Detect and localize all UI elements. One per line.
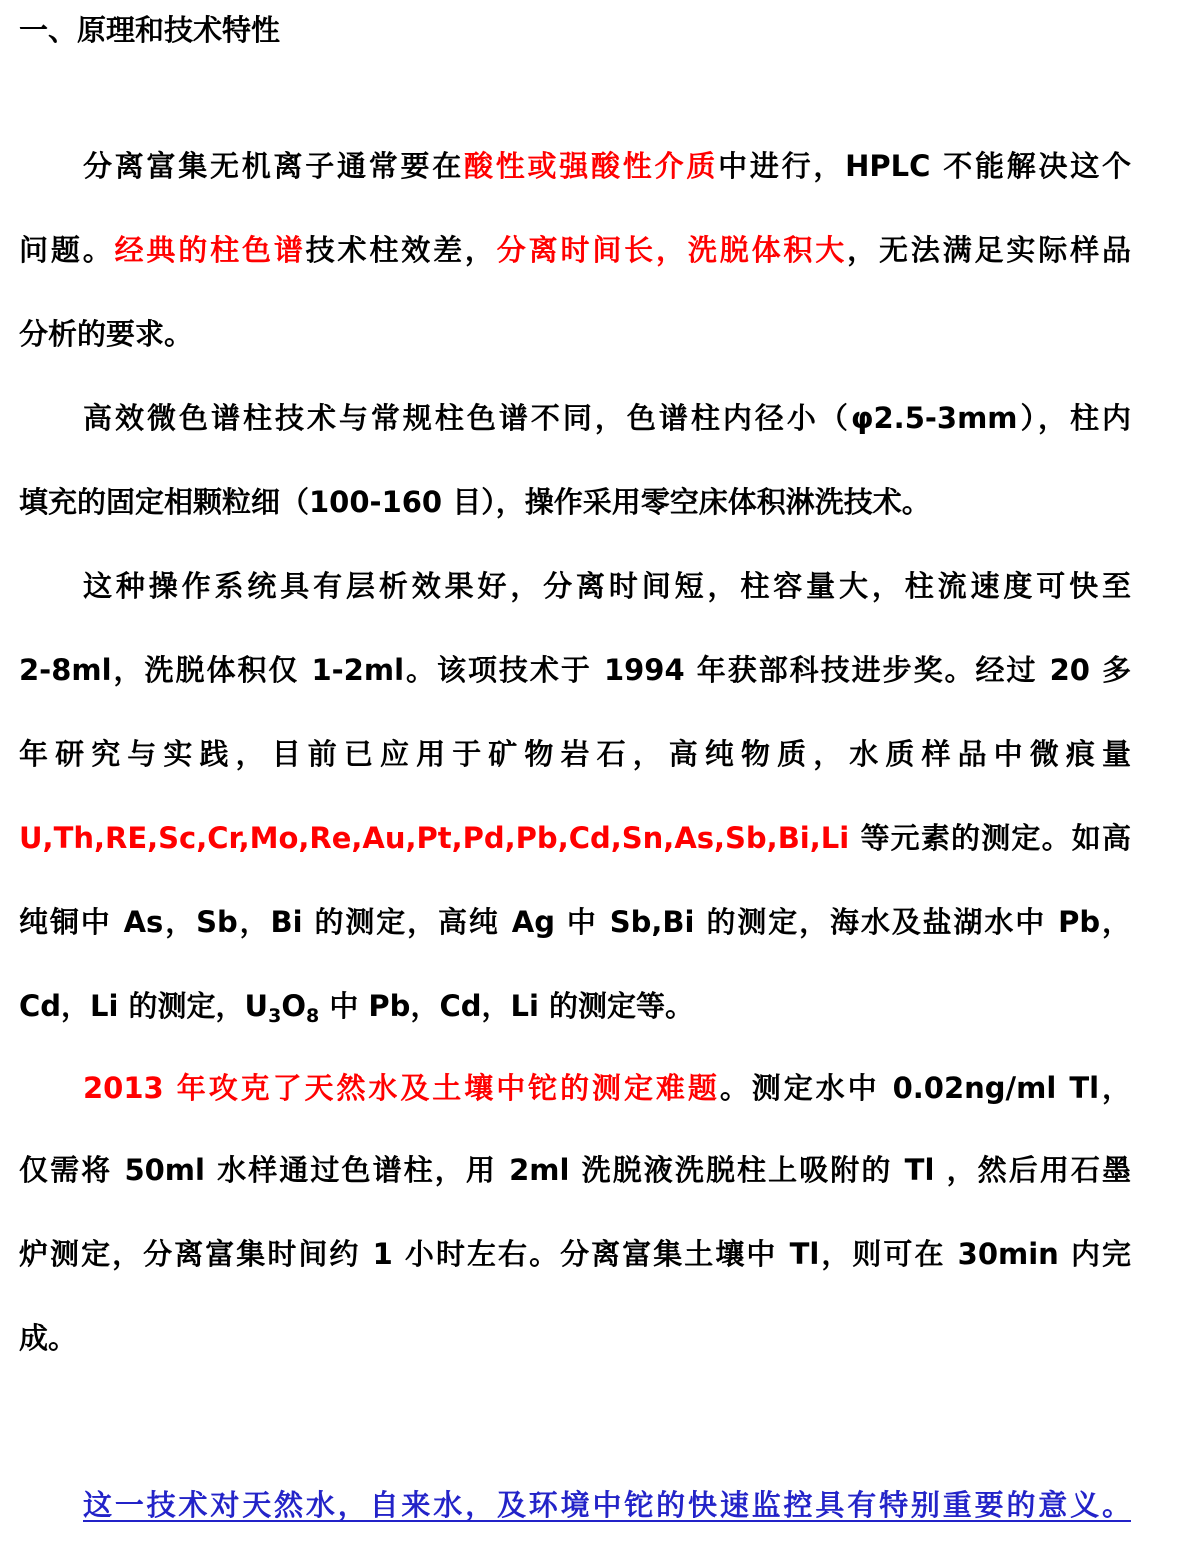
paragraph-4-line-1 — [83, 1066, 1131, 1110]
paragraph-3-line-5: 纯铜中 As，Sb，Bi 的测定，高纯 Ag 中 Sb,Bi 的测定，海水及盐湖水中 Pb， — [19, 905, 1131, 939]
paragraph-3-line-6 — [19, 984, 1131, 1028]
highlight-text: 分离时间长，洗脱体积大 — [496, 233, 848, 267]
paragraph-4-line-2: 仅需将 50ml 水样通过色谱柱，用 2ml 洗脱液洗脱柱上吸附的 Tl ，然后用石墨 — [19, 1153, 1131, 1187]
text-span: ，无法满足实际样品 — [847, 233, 1131, 267]
significance-link[interactable]: 这一技术对天然水，自来水，及环境中铊的快速监控具有特别重要的意义。 — [83, 1488, 1131, 1522]
paragraph-1-line-3: 分析的要求。 — [19, 317, 194, 351]
paragraph-4-line-3: 炉测定，分离富集时间约 1 小时左右。分离富集土壤中 Tl，则可在 30min 内完 — [19, 1237, 1131, 1271]
element-list: U,Th,RE,Sc,Cr,Mo,Re,Au,Pt,Pd,Pb,Cd,Sn,As,Sb,Bi,Li — [19, 821, 850, 855]
significance-link-line — [83, 1483, 1131, 1527]
paragraph-3-line-3: 年研究与实践，目前已应用于矿物岩石，高纯物质，水质样品中微痕量 — [19, 737, 1131, 771]
paragraph-3-line-4 — [19, 816, 1131, 860]
text-span: 。测定水中 0.02ng/ml Tl， — [719, 1071, 1132, 1105]
highlight-text: 经典的柱色谱 — [114, 233, 306, 267]
paragraph-2-line-2: 填充的固定相颗粒细（100-160 目），操作采用零空床体积淋洗技术。 — [19, 485, 931, 519]
highlight-text: 酸性或强酸性介质 — [464, 149, 719, 183]
paragraph-3-line-2: 2-8ml，洗脱体积仅 1-2ml。该项技术于 1994 年获部科技进步奖。经过 20 多 — [19, 653, 1131, 687]
text-span: 问题。 — [19, 233, 115, 267]
text-span: 中 Pb，Cd，Li 的测定等。 — [319, 989, 694, 1023]
text-span: O — [281, 989, 306, 1023]
paragraph-4-line-4: 成。 — [19, 1321, 78, 1355]
text-span: Cd，Li 的测定，U — [19, 989, 269, 1023]
paragraph-1-line-2 — [19, 228, 1131, 272]
paragraph-3-line-1: 这种操作系统具有层析效果好，分离时间短，柱容量大，柱流速度可快至 — [83, 569, 1131, 603]
highlight-text: 2013 年攻克了天然水及土壤中铊的测定难题 — [83, 1071, 720, 1105]
paragraph-2-line-1: 高效微色谱柱技术与常规柱色谱不同，色谱柱内径小（φ2.5-3mm），柱内 — [83, 401, 1131, 435]
subscript: 8 — [306, 1005, 320, 1027]
text-span: 技术柱效差， — [305, 233, 497, 267]
text-span: 分离富集无机离子通常要在 — [83, 149, 465, 183]
text-span: 中进行，HPLC 不能解决这个 — [718, 149, 1131, 183]
paragraph-1-line-1 — [83, 144, 1131, 188]
section-heading: 一、原理和技术特性 — [19, 13, 281, 47]
subscript: 3 — [268, 1005, 282, 1027]
text-span: 等元素的测定。如高 — [849, 821, 1131, 855]
